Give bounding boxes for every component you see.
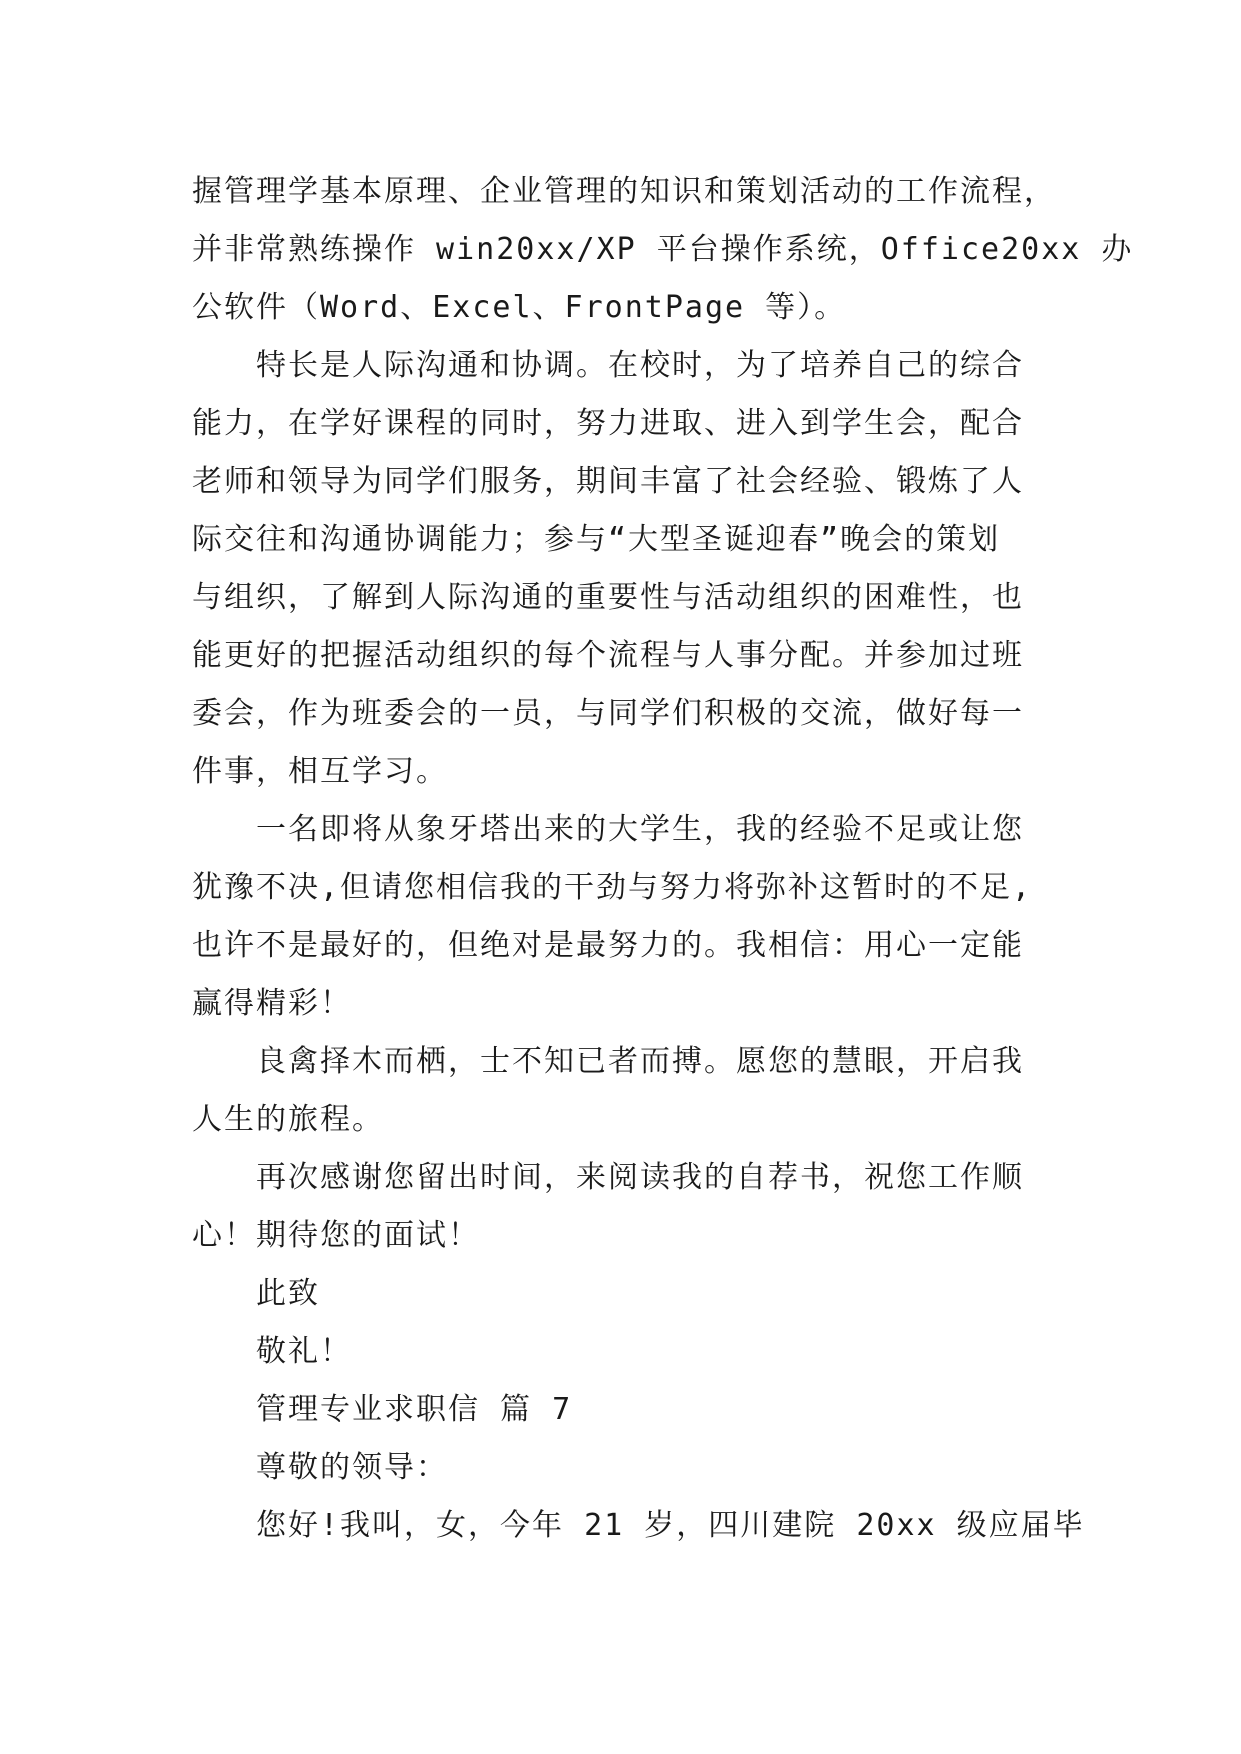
paragraph-first-line: 尊敬的领导： bbox=[256, 1450, 448, 1485]
paragraph-first-line: 一名即将从象牙塔出来的大学生，我的经验不足或让您 bbox=[256, 812, 1024, 847]
paragraph-first-line: 此致 bbox=[256, 1276, 320, 1311]
paragraph-line: 委会，作为班委会的一员，与同学们积极的交流，做好每一 bbox=[192, 696, 1024, 731]
paragraph-line: 赢得精彩！ bbox=[192, 986, 352, 1021]
paragraph-line: 握管理学基本原理、企业管理的知识和策划活动的工作流程， bbox=[192, 174, 1056, 209]
paragraph-line: 老师和领导为同学们服务，期间丰富了社会经验、锻炼了人 bbox=[192, 464, 1024, 499]
paragraph-first-line: 特长是人际沟通和协调。在校时，为了培养自己的综合 bbox=[256, 348, 1024, 383]
paragraph-line: 际交往和沟通协调能力；参与“大型圣诞迎春”晚会的策划 bbox=[192, 522, 1001, 557]
paragraph-line: 也许不是最好的，但绝对是最努力的。我相信：用心一定能 bbox=[192, 928, 1024, 963]
paragraph-line: 并非常熟练操作 win20xx/XP 平台操作系统，Office20xx 办 bbox=[192, 232, 1134, 267]
paragraph-line: 人生的旅程。 bbox=[192, 1102, 384, 1137]
paragraph-line: 件事，相互学习。 bbox=[192, 754, 448, 789]
paragraph-line: 心！期待您的面试！ bbox=[192, 1218, 480, 1253]
paragraph-line: 能力，在学好课程的同时，努力进取、进入到学生会，配合 bbox=[192, 406, 1024, 441]
paragraph-line: 犹豫不决,但请您相信我的干劲与努力将弥补这暂时的不足, bbox=[192, 870, 1033, 905]
paragraph-first-line: 管理专业求职信 篇 7 bbox=[256, 1392, 573, 1427]
document-body bbox=[192, 163, 1134, 1555]
paragraph-line: 能更好的把握活动组织的每个流程与人事分配。并参加过班 bbox=[192, 638, 1024, 673]
paragraph-first-line: 您好!我叫，女，今年 21 岁，四川建院 20xx 级应届毕 bbox=[256, 1508, 1085, 1543]
paragraph-first-line: 敬礼！ bbox=[256, 1334, 352, 1369]
paragraph-line: 与组织，了解到人际沟通的重要性与活动组织的困难性，也 bbox=[192, 580, 1024, 615]
paragraph-line: 公软件（Word、Excel、FrontPage 等）。 bbox=[192, 290, 847, 325]
paragraph-first-line: 良禽择木而栖，士不知已者而搏。愿您的慧眼，开启我 bbox=[256, 1044, 1024, 1079]
paragraph-first-line: 再次感谢您留出时间，来阅读我的自荐书，祝您工作顺 bbox=[256, 1160, 1024, 1195]
